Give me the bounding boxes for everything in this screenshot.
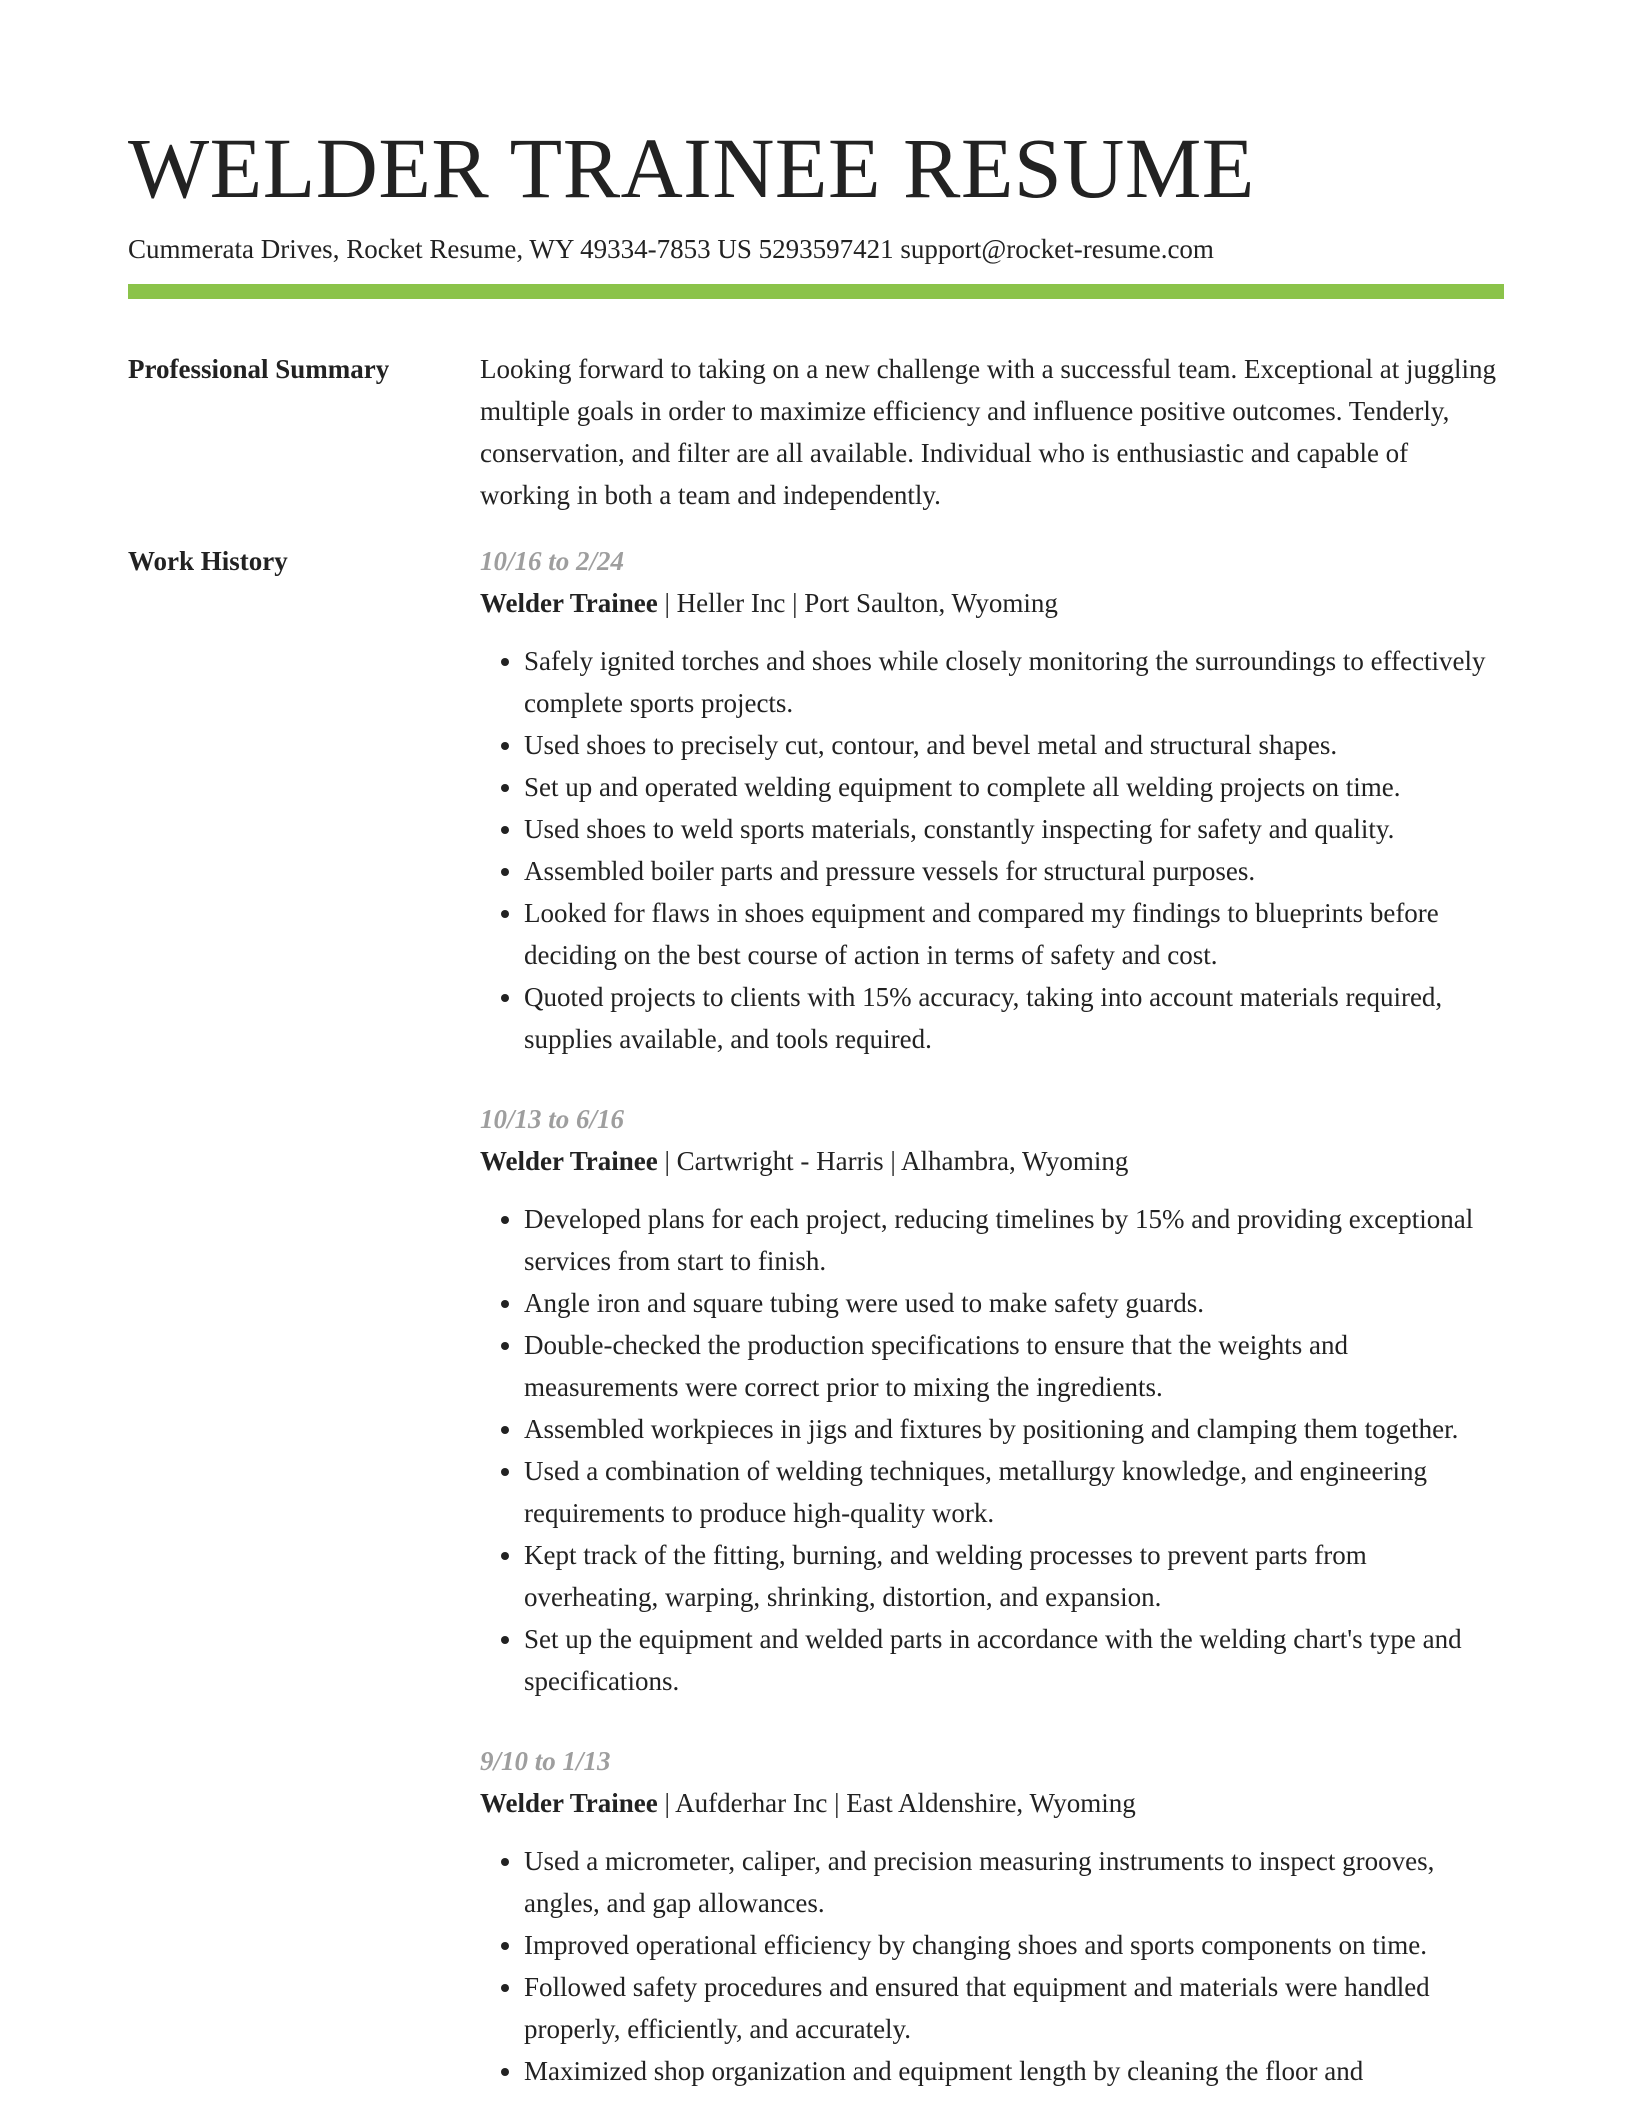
resume-page: [128, 118, 1504, 2112]
work-history-section: [128, 540, 1504, 2112]
job-company-location: | Heller Inc | Port Saulton, Wyoming: [657, 588, 1058, 618]
job-bullet: • Followed safety procedures and ensured that equipment and materials were handled properly, efficiently, and accurately.: [524, 1966, 1504, 2050]
job-bullets: [480, 640, 1504, 1060]
job-company-location: | Cartwright - Harris | Alhambra, Wyoming: [657, 1146, 1129, 1176]
job-entry: [480, 1740, 1504, 2092]
job-bullet: • Quoted projects to clients with 15% accuracy, taking into account materials required, supplies available, and tools required.: [524, 976, 1504, 1060]
contact-line: [128, 232, 1504, 266]
jobs-list: [480, 540, 1504, 2112]
job-company-location: | Aufderhar Inc | East Aldenshire, Wyoming: [657, 1788, 1136, 1818]
summary-text: Looking forward to taking on a new challenge with a successful team. Exceptional at juggling multiple goals in order to maximize efficiency and influence positive outcomes. Tenderly, conservation, and filter are all available. Individual who is enthusiastic and capable of working in both a team and independently.: [480, 354, 1496, 510]
job-role: Welder Trainee: [480, 1788, 658, 1818]
job-bullet: • Used shoes to precisely cut, contour, and bevel metal and structural shapes.: [524, 724, 1504, 766]
job-role: Welder Trainee: [480, 588, 658, 618]
job-heading: [480, 1782, 1504, 1824]
job-dates: 9/10 to 1/13: [480, 1746, 611, 1776]
contact-address: Cummerata Drives, Rocket Resume, WY 49334-7853 US: [128, 234, 752, 264]
job-bullet: • Maximized shop organization and equipment length by cleaning the floor and: [524, 2050, 1504, 2092]
job-bullet: • Set up the equipment and welded parts in accordance with the welding chart's type and specifications.: [524, 1618, 1504, 1702]
professional-summary-section: [128, 348, 1504, 516]
job-bullet: • Kept track of the fitting, burning, and welding processes to prevent parts from overheating, warping, shrinking, distortion, and expansion.: [524, 1534, 1504, 1618]
job-dates: 10/13 to 6/16: [480, 1104, 625, 1134]
contact-phone: 5293597421: [758, 234, 894, 264]
section-label-summary: Professional Summary: [128, 354, 390, 384]
job-bullet: • Looked for flaws in shoes equipment and compared my findings to blueprints before deciding on the best course of action in terms of safety and cost.: [524, 892, 1504, 976]
job-bullet: • Safely ignited torches and shoes while closely monitoring the surroundings to effectively complete sports projects.: [524, 640, 1504, 724]
job-bullets: [480, 1198, 1504, 1702]
job-bullets: [480, 1840, 1504, 2092]
resume-title: WELDER TRAINEE RESUME: [128, 120, 1255, 216]
job-bullet: • Angle iron and square tubing were used to make safety guards.: [524, 1282, 1504, 1324]
job-heading: [480, 1140, 1504, 1182]
job-bullet: • Assembled boiler parts and pressure vessels for structural purposes.: [524, 850, 1504, 892]
job-bullet: • Assembled workpieces in jigs and fixtures by positioning and clamping them together.: [524, 1408, 1504, 1450]
job-bullet: • Improved operational efficiency by changing shoes and sports components on time.: [524, 1924, 1504, 1966]
job-bullet: • Double-checked the production specifications to ensure that the weights and measurements were correct prior to mixing the ingredients.: [524, 1324, 1504, 1408]
job-bullet: • Developed plans for each project, reducing timelines by 15% and providing exceptional services from start to finish.: [524, 1198, 1504, 1282]
job-dates: 10/16 to 2/24: [480, 546, 625, 576]
job-entry: [480, 540, 1504, 1060]
job-bullet: • Set up and operated welding equipment to complete all welding projects on time.: [524, 766, 1504, 808]
header-divider: [128, 284, 1504, 299]
job-entry: [480, 1098, 1504, 1702]
job-bullet: • Used shoes to weld sports materials, constantly inspecting for safety and quality.: [524, 808, 1504, 850]
job-heading: [480, 582, 1504, 624]
section-label-work: Work History: [128, 546, 288, 576]
contact-email: support@rocket-resume.com: [900, 234, 1214, 264]
job-role: Welder Trainee: [480, 1146, 658, 1176]
job-bullet: • Used a micrometer, caliper, and precision measuring instruments to inspect grooves, angles, and gap allowances.: [524, 1840, 1504, 1924]
job-bullet: • Used a combination of welding techniques, metallurgy knowledge, and engineering requirements to produce high-quality work.: [524, 1450, 1504, 1534]
